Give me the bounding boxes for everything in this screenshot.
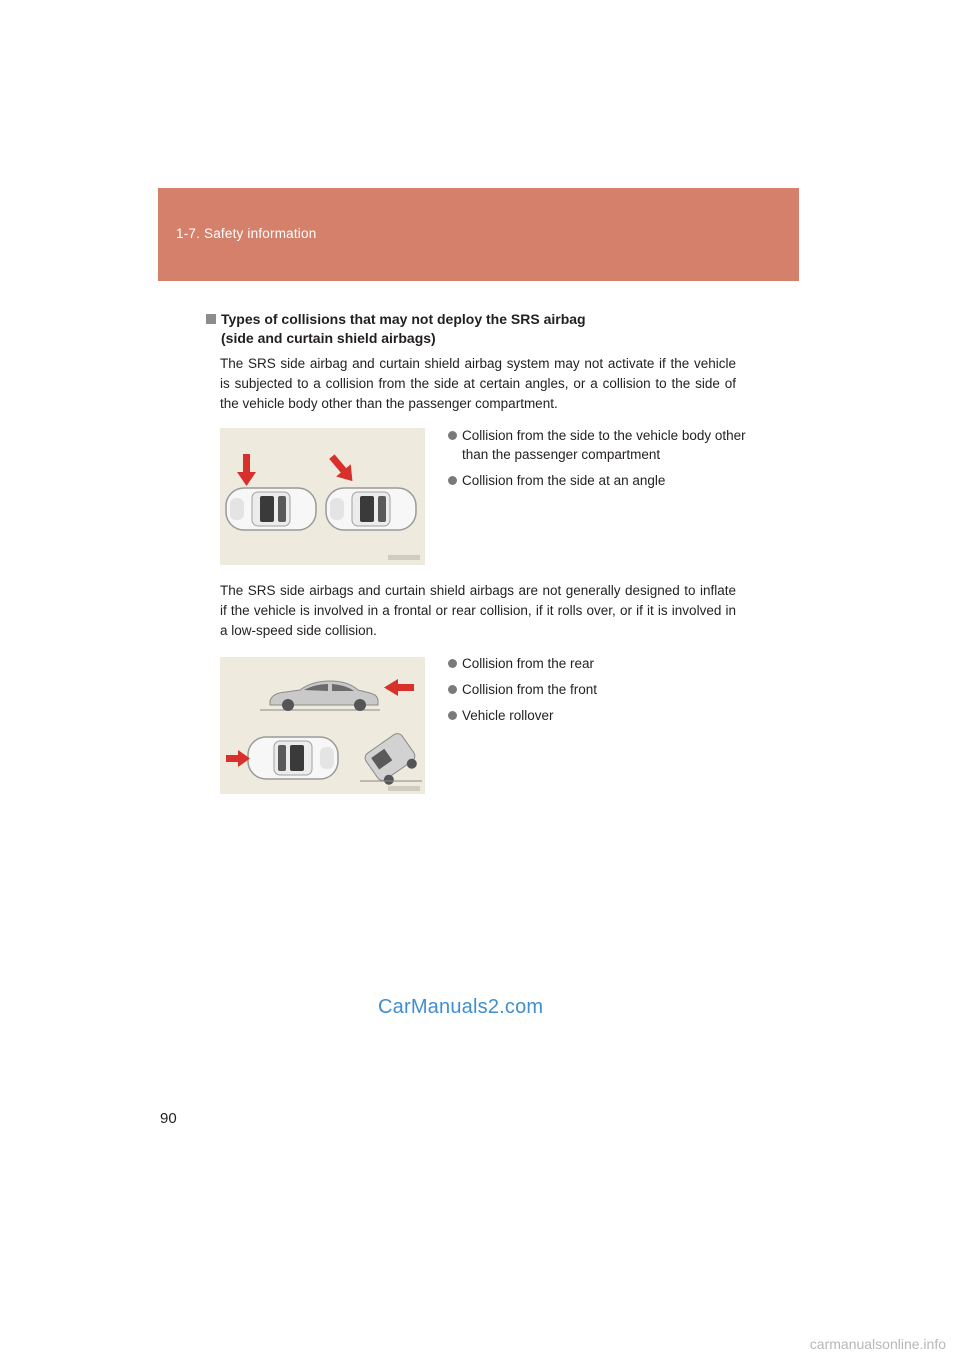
car-top-view-icon: [226, 488, 316, 530]
list-item: Collision from the side at an angle: [448, 471, 748, 490]
circle-bullet-icon: [448, 476, 457, 485]
circle-bullet-icon: [448, 659, 457, 668]
heading-line-2: (side and curtain shield airbags): [221, 330, 436, 346]
section-header-band: [158, 188, 799, 281]
car-top-view-icon: [326, 488, 416, 530]
square-bullet-icon: [206, 314, 216, 324]
front-rear-rollover-illustration: [220, 657, 425, 794]
red-arrow-icon: [226, 750, 250, 767]
heading-line-1: Types of collisions that may not deploy the SRS airbag: [221, 311, 586, 327]
circle-bullet-icon: [448, 685, 457, 694]
red-arrow-icon: [325, 450, 360, 487]
list-item: Collision from the front: [448, 680, 748, 699]
red-arrow-icon: [237, 454, 256, 486]
circle-bullet-icon: [448, 431, 457, 440]
front-rear-rollover-bullet-list: [448, 654, 748, 732]
second-paragraph: The SRS side airbags and curtain shield airbags are not generally designed to inflate if the vehicle is involved in a frontal or rear collision, if it rolls over, or if it is involved in a low-speed side collision.: [220, 583, 736, 638]
intro-paragraph: The SRS side airbag and curtain shield airbag system may not activate if the vehicle is subjected to a collision from the side at certain angles, or a collision to the side of the vehicle body other than the passenger compartment.: [220, 356, 736, 411]
side-collision-illustration: [220, 428, 425, 565]
car-side-view-icon: [260, 681, 380, 711]
section-title: 1-7. Safety information: [176, 226, 317, 241]
list-item: Collision from the rear: [448, 654, 748, 673]
car-top-view-icon: [248, 737, 338, 779]
list-item: Collision from the side to the vehicle body other than the passenger compartment: [448, 426, 748, 464]
section-heading: [206, 310, 746, 348]
rollover-car-icon: [363, 731, 421, 788]
list-item: Vehicle rollover: [448, 706, 748, 725]
watermark-center: CarManuals2.com: [378, 996, 544, 1018]
red-arrow-icon: [384, 679, 414, 696]
front-rear-rollover-figure: [220, 657, 425, 794]
side-collision-figure: [220, 428, 425, 565]
watermark-bottom: carmanualsonline.info: [809, 1336, 946, 1352]
side-collision-bullet-list: [448, 426, 748, 497]
circle-bullet-icon: [448, 711, 457, 720]
page-number: 90: [160, 1110, 177, 1127]
